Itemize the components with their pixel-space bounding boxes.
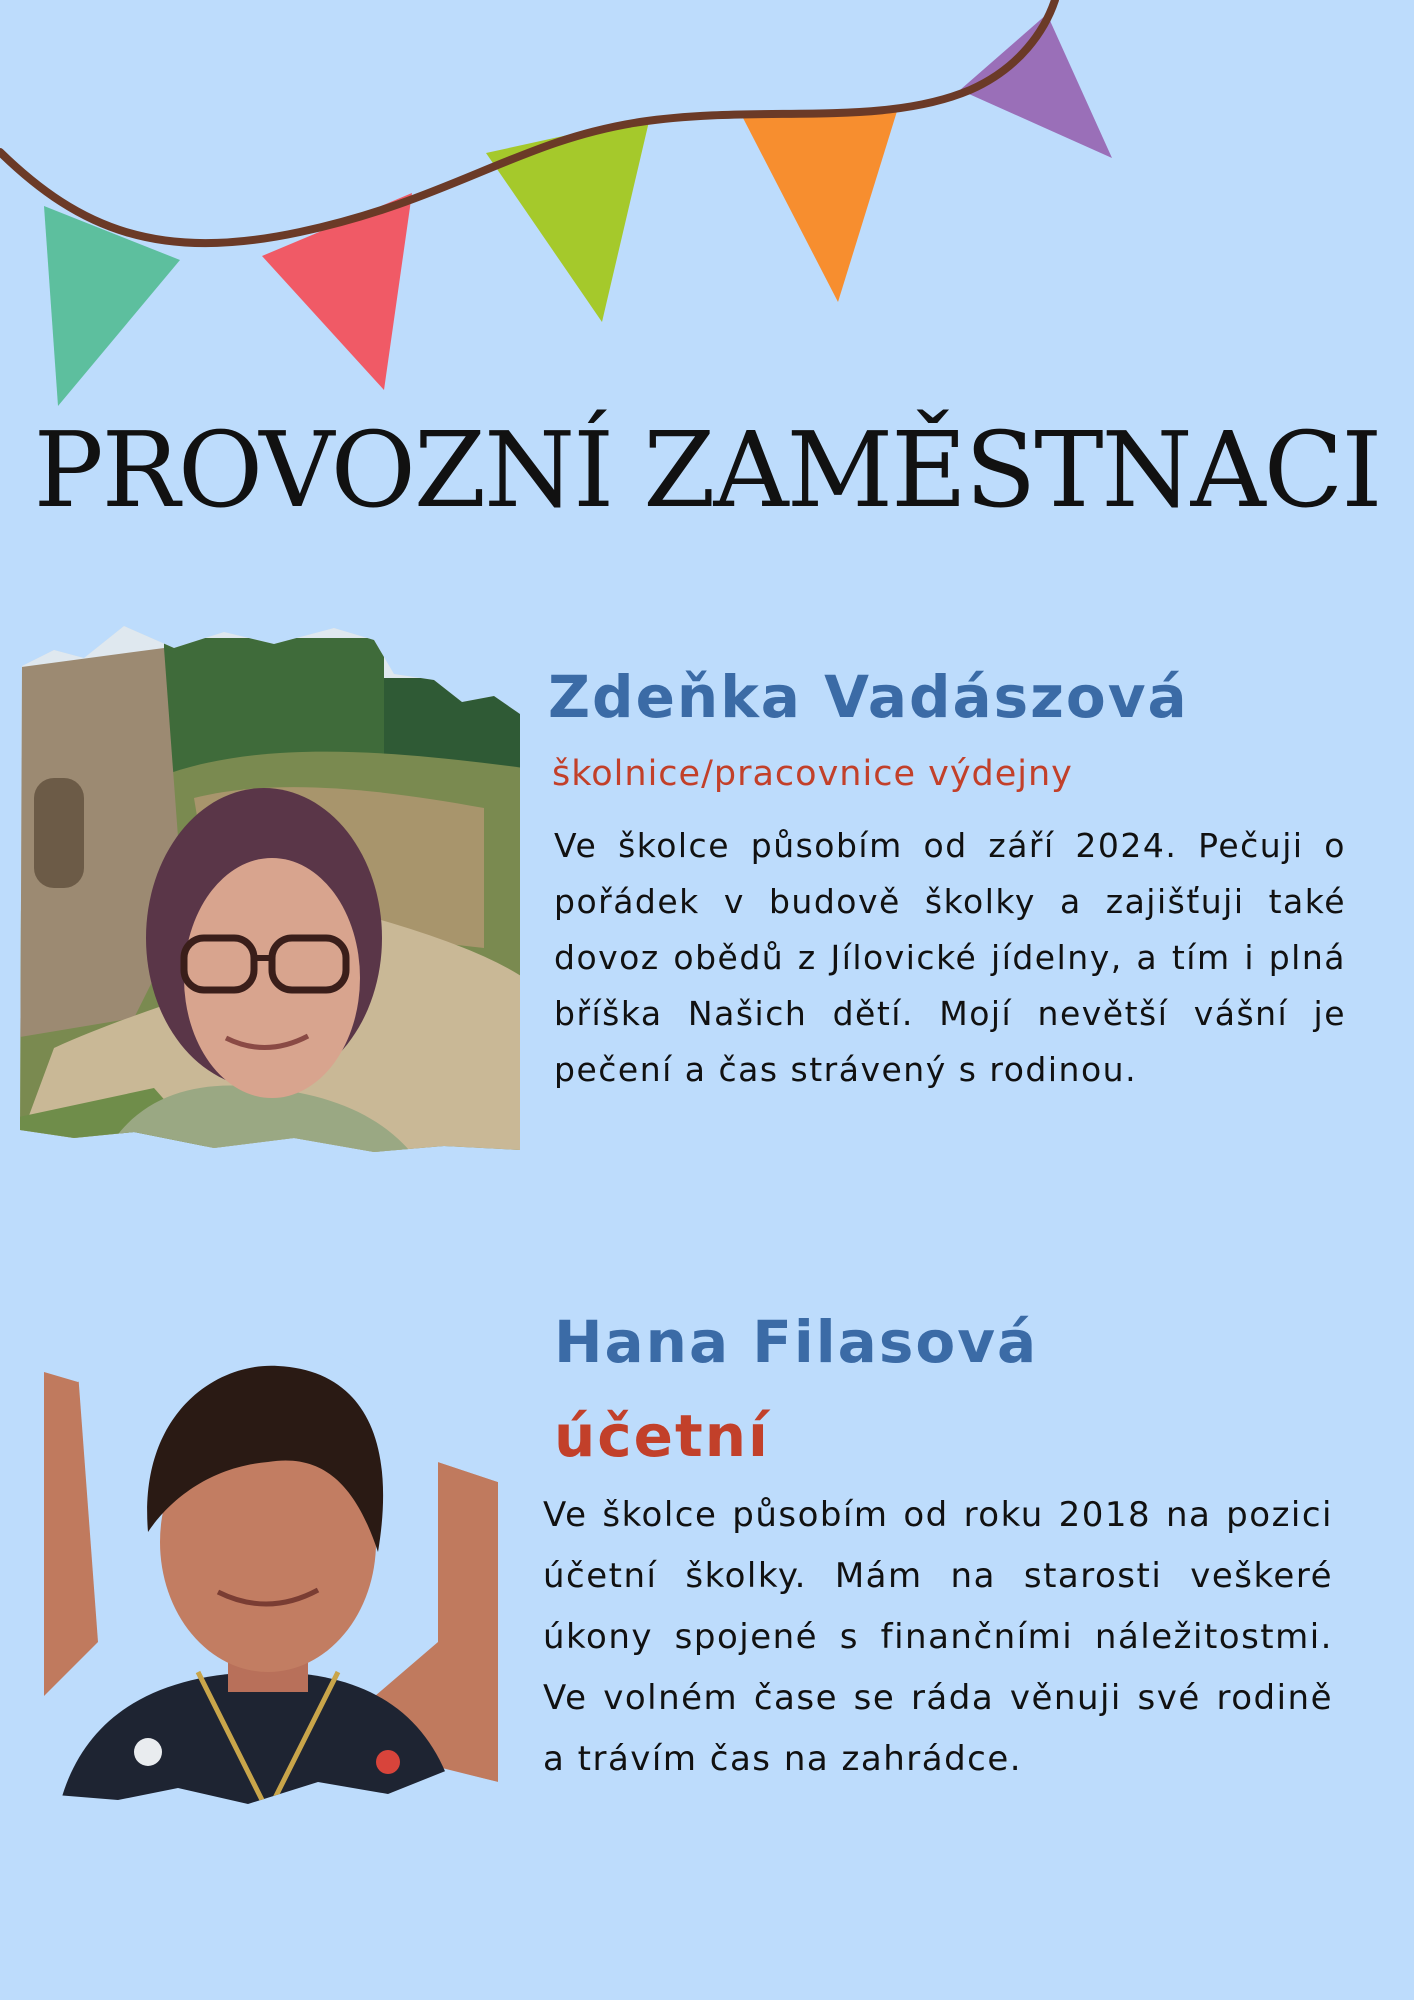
staff-photo-2	[38, 1342, 498, 1812]
staff-photo-1	[14, 618, 524, 1156]
staff-bio-2: Ve školce působím od roku 2018 na pozici účetní školky. Mám na starosti veškeré úkony spojené s finančními náležitostmi. Ve volném čase se ráda věnuji své rodině a trávím čas na zahrádce.	[543, 1495, 1333, 1779]
staff-name-2: Hana Filasová	[554, 1308, 1039, 1376]
flag-green	[486, 117, 650, 322]
staff-role-2: účetní	[554, 1402, 770, 1470]
flag-orange	[742, 108, 898, 302]
staff-role-1: školnice/pracovnice výdejny	[552, 754, 1073, 794]
page-title: PROVOZNÍ ZAMĚSTNACI	[33, 409, 1381, 531]
staff-bio-1: Ve školce působím od září 2024. Pečuji o pořádek v budově školky a zajišťuji také dovoz obědů z Jílovické jídelny, a tím i plná bříška Našich dětí. Mojí nevětší vášní je pečení a čas strávený s rodinou.	[554, 826, 1346, 1089]
staff-name-1: Zdeňka Vadászová	[548, 663, 1189, 731]
bunting-decoration	[0, 0, 1414, 420]
